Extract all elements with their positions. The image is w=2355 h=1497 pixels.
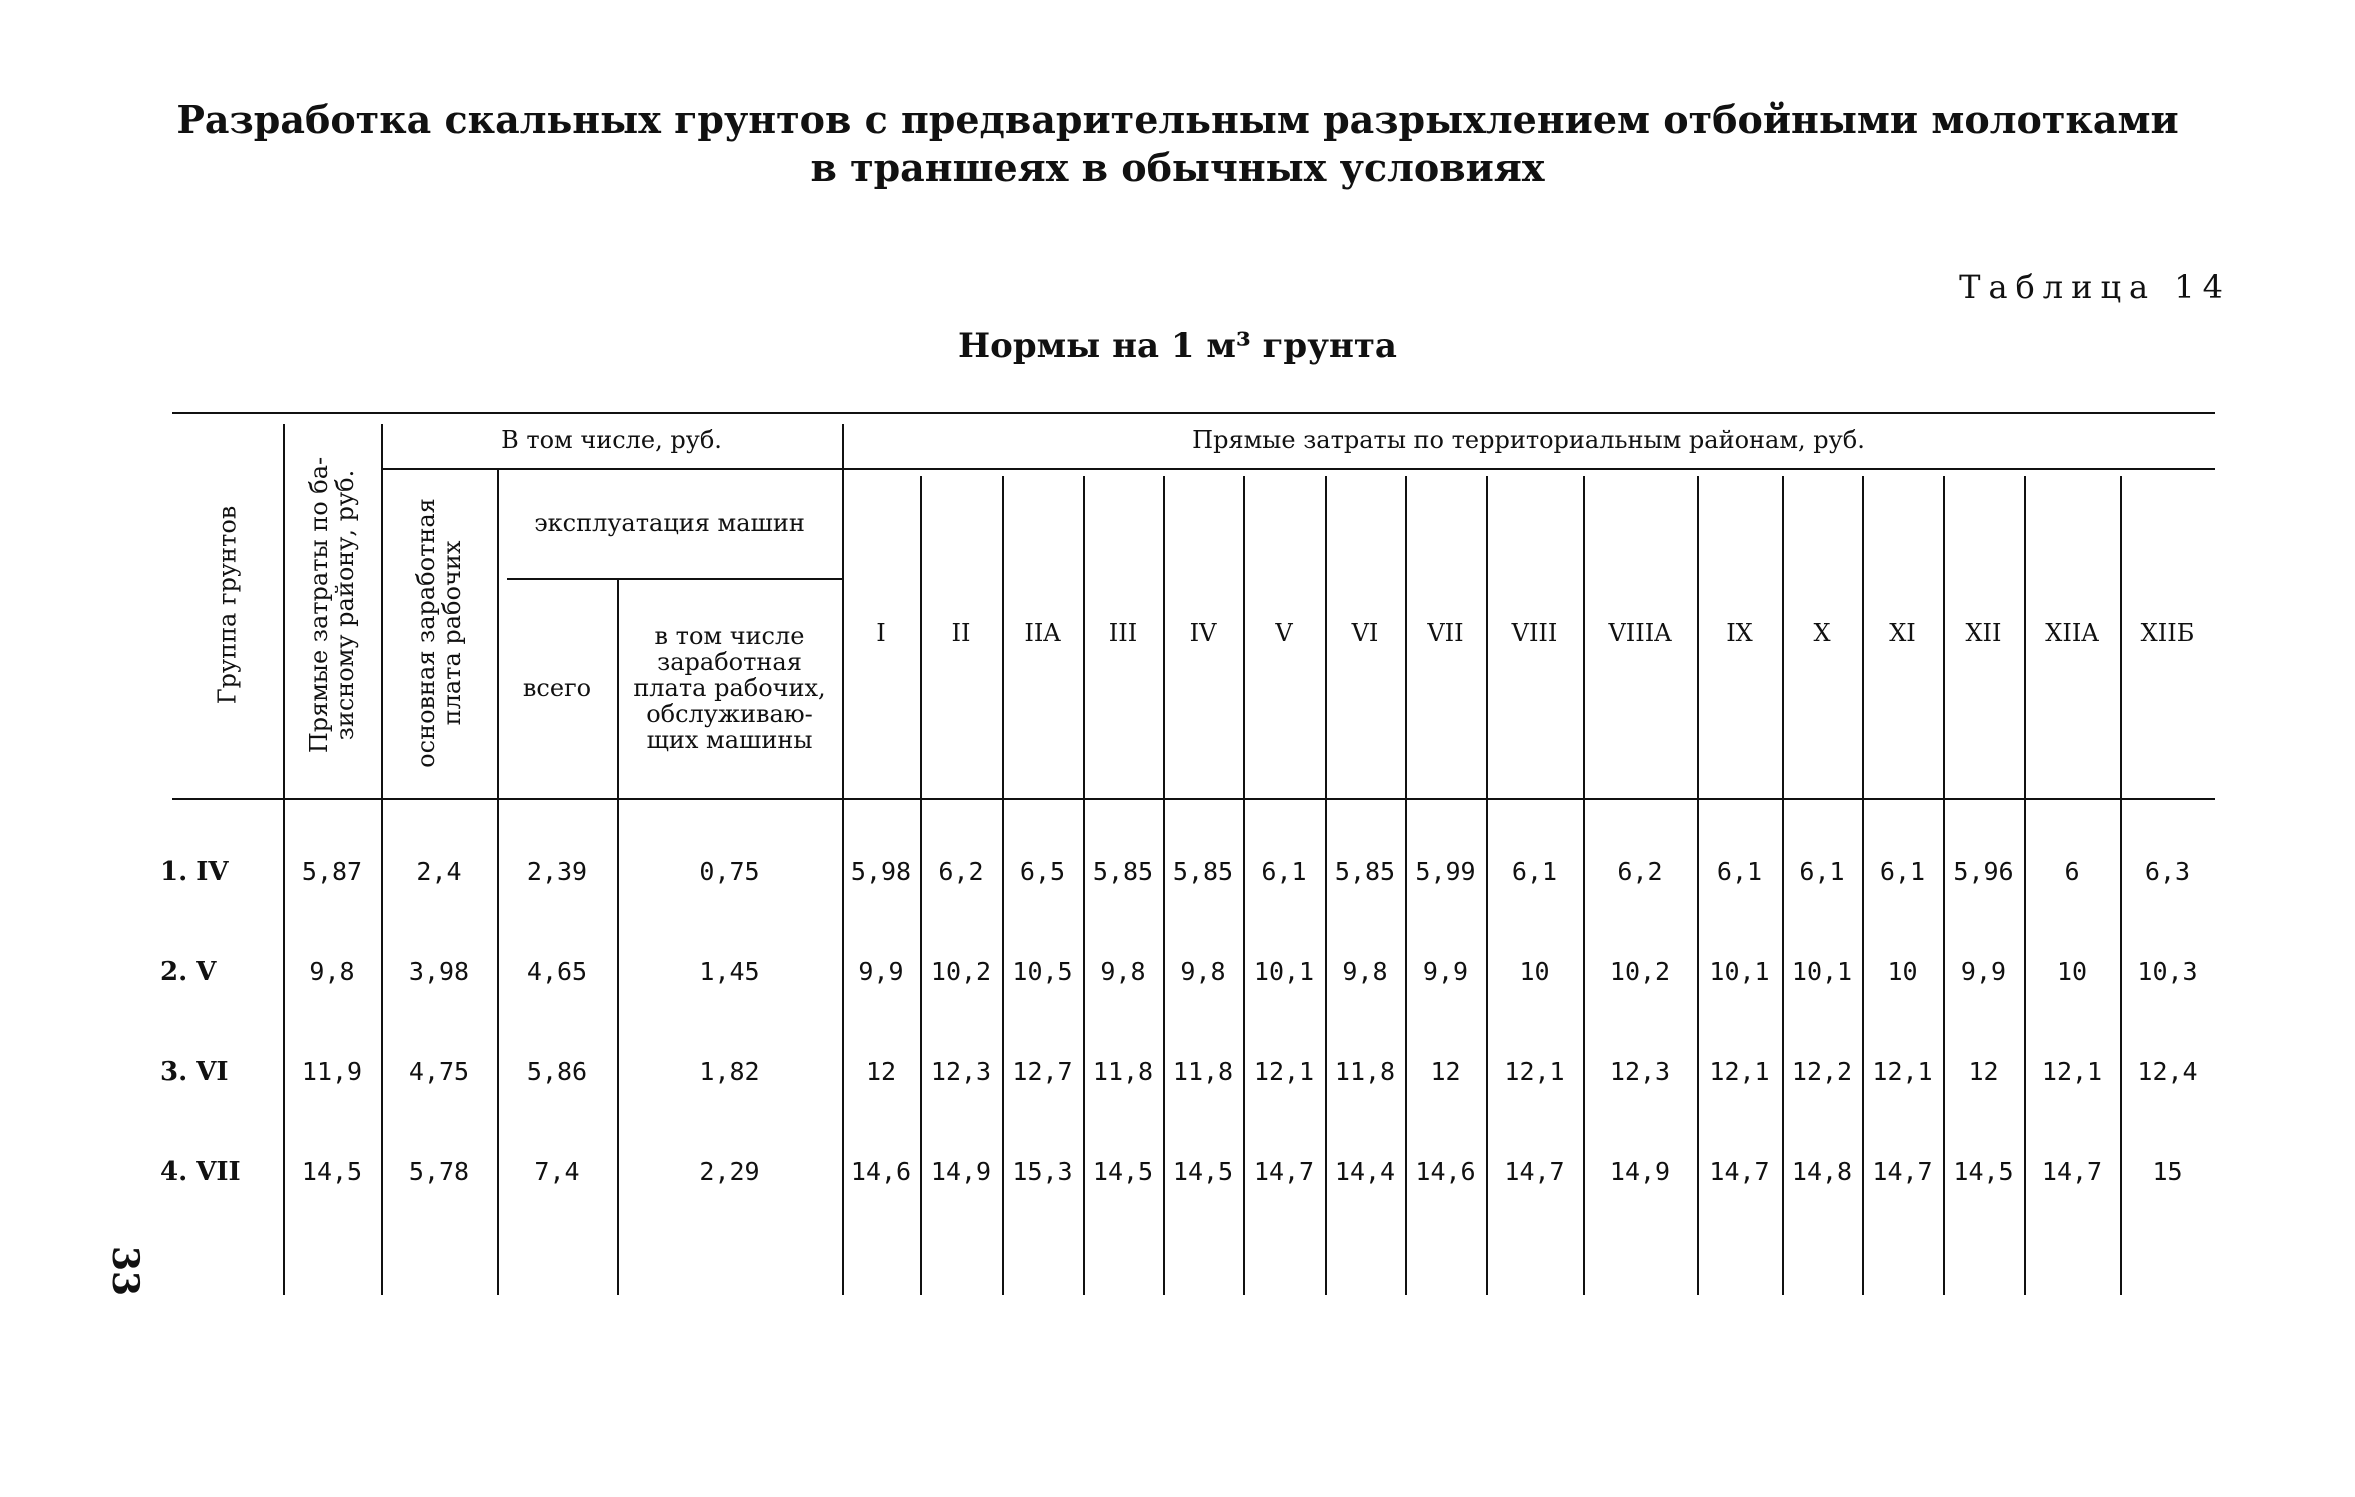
- cell-region-15: 12,1: [2041, 1057, 2103, 1086]
- cell-region-4: 11,8: [1092, 1057, 1154, 1086]
- cell-region-8: 14,6: [1415, 1157, 1476, 1186]
- cell-region-6: 6,1: [1261, 857, 1307, 886]
- header-bottom-rule: [172, 798, 2215, 800]
- cell-region-11: 10,1: [1709, 957, 1770, 986]
- cell-region-9: 6,1: [1511, 857, 1558, 886]
- header-incl-wage: в том числе заработная плата рабочих, обслуживаю-щих машины: [633, 622, 826, 754]
- title-line-1: Разработка скальных грунтов с предварительным разрыхлением отбойными молотками: [176, 97, 2179, 142]
- cell-region-8: 9,9: [1422, 957, 1469, 986]
- cell-wage: 4,75: [408, 1057, 470, 1086]
- cell-machines-wage: 1,82: [699, 1057, 760, 1086]
- cell-machines-wage: 1,45: [699, 957, 760, 986]
- cell-region-10: 12,3: [1609, 1057, 1671, 1086]
- header-regions-title: Прямые затраты по территориальным районам, руб.: [1192, 426, 1865, 454]
- cell-region-13: 6,1: [1879, 857, 1926, 886]
- header-region-4: III: [1108, 619, 1138, 647]
- header-incl: В том числе, руб.: [501, 426, 722, 454]
- cell-base: 11,9: [301, 1057, 363, 1086]
- cell-region-1: 9,9: [858, 957, 904, 986]
- cell-machines-total: 4,65: [526, 957, 588, 986]
- cell-base: 14,5: [301, 1157, 363, 1186]
- row-group-label: 3. VI: [160, 1057, 229, 1087]
- cell-region-5: 9,8: [1180, 957, 1226, 986]
- cell-region-5: 5,85: [1172, 857, 1234, 886]
- cell-region-1: 12: [865, 1057, 897, 1086]
- header-region-8: VII: [1427, 619, 1464, 647]
- cell-region-8: 5,99: [1415, 857, 1476, 886]
- cell-region-2: 14,9: [930, 1157, 992, 1186]
- cell-base: 9,8: [309, 957, 355, 986]
- cell-region-12: 10,1: [1791, 957, 1853, 986]
- header-region-1: I: [876, 619, 886, 647]
- cell-region-11: 12,1: [1709, 1057, 1770, 1086]
- cell-wage: 3,98: [408, 957, 470, 986]
- cell-region-10: 10,2: [1609, 957, 1671, 986]
- cell-region-13: 12,1: [1872, 1057, 1933, 1086]
- header-region-5: IV: [1189, 619, 1217, 647]
- cell-region-6: 14,7: [1253, 1157, 1315, 1186]
- cell-region-3: 10,5: [1012, 957, 1073, 986]
- cell-region-6: 10,1: [1253, 957, 1315, 986]
- cell-region-14: 12: [1968, 1057, 1999, 1086]
- cell-base: 5,87: [301, 857, 363, 886]
- cell-region-2: 10,2: [930, 957, 992, 986]
- cell-region-5: 11,8: [1172, 1057, 1234, 1086]
- cell-region-4: 5,85: [1092, 857, 1154, 886]
- page-title: [0, 96, 2355, 192]
- table-number: Таблица 14: [1959, 268, 2231, 306]
- cell-region-6: 12,1: [1253, 1057, 1315, 1086]
- header-region-2: II: [951, 619, 971, 647]
- header-direct-base: Прямые затраты по ба- зисному району, руб.: [305, 456, 359, 754]
- cell-region-16: 10,3: [2137, 957, 2198, 986]
- cell-machines-wage: 2,29: [699, 1157, 760, 1186]
- header-region-11: IX: [1726, 619, 1753, 647]
- header-region-12: X: [1813, 619, 1831, 647]
- cell-region-14: 14,5: [1953, 1157, 2014, 1186]
- header-group: Группа грунтов: [213, 505, 242, 705]
- header-region-9: VIII: [1511, 619, 1558, 647]
- row-group-label: 1. IV: [160, 857, 229, 887]
- cell-region-9: 12,1: [1504, 1057, 1565, 1086]
- header-region-3: IIA: [1024, 619, 1061, 647]
- header-total: всего: [522, 674, 592, 702]
- cell-region-3: 6,5: [1019, 857, 1066, 886]
- cell-region-7: 9,8: [1342, 957, 1388, 986]
- cell-region-1: 5,98: [850, 857, 912, 886]
- header-region-13: XI: [1889, 619, 1916, 647]
- cell-region-12: 6,1: [1799, 857, 1845, 886]
- header-region-15: XIIA: [2045, 619, 2099, 647]
- cell-region-2: 12,3: [930, 1057, 992, 1086]
- cell-region-10: 6,2: [1617, 857, 1663, 886]
- cell-region-5: 14,5: [1172, 1157, 1234, 1186]
- cell-region-12: 14,8: [1791, 1157, 1853, 1186]
- row-group-label: 2. V: [160, 957, 217, 987]
- cell-machines-total: 5,86: [526, 1057, 588, 1086]
- header-region-6: V: [1275, 619, 1293, 647]
- cell-region-15: 6: [2064, 857, 2080, 886]
- cell-wage: 2,4: [416, 857, 462, 886]
- cell-region-11: 14,7: [1709, 1157, 1770, 1186]
- cell-region-7: 5,85: [1334, 857, 1396, 886]
- cell-region-14: 5,96: [1953, 857, 2014, 886]
- cell-region-9: 10: [1519, 957, 1550, 986]
- header-wage: основная заработная плата рабочих: [412, 498, 466, 768]
- header-region-10: VIIIA: [1608, 619, 1672, 647]
- cell-region-1: 14,6: [850, 1157, 912, 1186]
- cell-region-14: 9,9: [1960, 957, 2007, 986]
- row-group-label: 4. VII: [160, 1157, 241, 1187]
- cell-wage: 5,78: [408, 1157, 470, 1186]
- header-region-14: XII: [1965, 619, 2002, 647]
- cell-region-10: 14,9: [1609, 1157, 1671, 1186]
- cell-region-7: 14,4: [1334, 1157, 1396, 1186]
- cell-region-8: 12: [1430, 1057, 1461, 1086]
- header-region-7: VI: [1351, 619, 1379, 647]
- header-region-16: XIIБ: [2140, 619, 2195, 647]
- cell-region-4: 14,5: [1092, 1157, 1154, 1186]
- cell-region-9: 14,7: [1504, 1157, 1565, 1186]
- table-subtitle: Нормы на 1 м³ грунта: [958, 326, 1397, 366]
- page-number: 33: [104, 1245, 147, 1297]
- cell-region-12: 12,2: [1791, 1057, 1853, 1086]
- cell-region-15: 10: [2056, 957, 2088, 986]
- cell-region-13: 14,7: [1872, 1157, 1933, 1186]
- header-machines: эксплуатация машин: [534, 509, 805, 537]
- cell-machines-wage: 0,75: [699, 857, 760, 886]
- cell-region-4: 9,8: [1100, 957, 1146, 986]
- title-line-2: в траншеях в обычных условиях: [810, 145, 1545, 190]
- cell-machines-total: 7,4: [534, 1157, 580, 1186]
- cell-region-13: 10: [1887, 957, 1918, 986]
- cell-region-16: 15: [2152, 1157, 2183, 1186]
- cell-region-16: 6,3: [2144, 857, 2191, 886]
- cell-region-7: 11,8: [1334, 1057, 1396, 1086]
- cell-region-3: 15,3: [1012, 1157, 1073, 1186]
- cell-region-3: 12,7: [1012, 1057, 1073, 1086]
- cell-region-11: 6,1: [1716, 857, 1763, 886]
- cell-region-16: 12,4: [2137, 1057, 2198, 1086]
- cell-region-2: 6,2: [938, 857, 984, 886]
- cell-region-15: 14,7: [2041, 1157, 2103, 1186]
- cell-machines-total: 2,39: [526, 857, 588, 886]
